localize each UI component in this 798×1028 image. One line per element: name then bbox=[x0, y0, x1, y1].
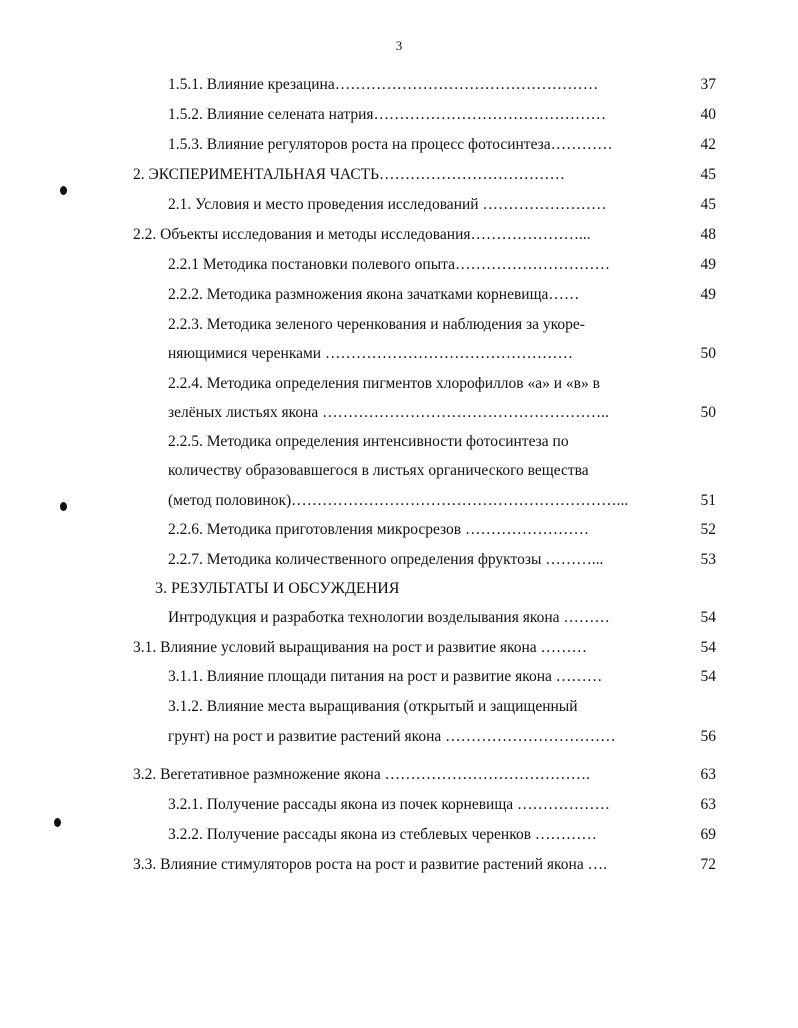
toc-entry-page: 50 bbox=[700, 404, 716, 421]
toc-entry-text: 3.3. Влияние стимуляторов роста на рост и развитие растений якона …. bbox=[133, 856, 607, 873]
toc-entry-text: 2.2.3. Методика зеленого черенкования и наблюдения за укоре- bbox=[168, 316, 585, 333]
toc-entry-page: 51 bbox=[700, 492, 716, 509]
toc-entry-text: (метод половинок)………………………………………………………... bbox=[168, 492, 629, 509]
toc-entry-text: 2.1. Условия и место проведения исследований …………………… bbox=[168, 196, 607, 213]
margin-bullet-mark bbox=[60, 186, 67, 195]
toc-entry-text: количеству образовавшегося в листьях органического вещества bbox=[168, 462, 589, 479]
page-number: 3 bbox=[395, 38, 403, 53]
toc-entry-page: 53 bbox=[700, 551, 716, 568]
toc-entry-text: 2.2.2. Методика размножения якона зачатками корневища…… bbox=[168, 286, 580, 303]
margin-bullet-mark bbox=[60, 502, 67, 511]
toc-entry-text: 3.1. Влияние условий выращивания на рост и развитие якона ……… bbox=[133, 639, 588, 656]
toc-entry-page: 63 bbox=[700, 766, 716, 783]
margin-bullet-mark bbox=[54, 818, 61, 827]
toc-section-heading: 3. РЕЗУЛЬТАТЫ И ОБСУЖДЕНИЯ bbox=[155, 580, 400, 597]
toc-entry-page: 49 bbox=[700, 256, 716, 273]
toc-entry-text: няющимися черенками ………………………………………… bbox=[168, 345, 573, 362]
toc-entry-page: 54 bbox=[700, 639, 716, 656]
toc-entry-text: 3.2.2. Получение рассады якона из стеблевых черенков ………… bbox=[168, 826, 597, 843]
toc-entry-page: 45 bbox=[700, 166, 716, 183]
toc-entry-text: 2.2.5. Методика определения интенсивности фотосинтеза по bbox=[168, 433, 569, 450]
toc-entry-page: 49 bbox=[700, 286, 716, 303]
toc-entry-text: 2.2.6. Методика приготовления микросрезов …………………… bbox=[168, 521, 590, 538]
toc-entry-page: 72 bbox=[700, 856, 716, 873]
toc-entry-text: 3.1.1. Влияние площади питания на рост и развитие якона ……… bbox=[168, 668, 603, 685]
toc-entry-page: 63 bbox=[700, 796, 716, 813]
toc-entry-text: грунт) на рост и развитие растений якона …………………………… bbox=[168, 728, 616, 745]
toc-entry-page: 45 bbox=[700, 196, 716, 213]
toc-entry-text: 2.2. Объекты исследования и методы исследования…………………... bbox=[133, 226, 591, 243]
toc-entry-page: 69 bbox=[700, 826, 716, 843]
toc-entry-text: 2.2.7. Методика количественного определения фруктозы ………... bbox=[168, 551, 604, 568]
toc-entry-text: 3.1.2. Влияние места выращивания (открытый и защищенный bbox=[168, 698, 578, 715]
toc-entry-page: 42 bbox=[700, 136, 716, 153]
toc-entry-page: 37 bbox=[700, 76, 716, 93]
toc-entry-text: Интродукция и разработка технологии возделывания якона ……… bbox=[168, 609, 610, 626]
toc-entry-page: 56 bbox=[700, 728, 716, 745]
toc-entry-text: 1.5.1. Влияние крезацина…………………………………………… bbox=[168, 76, 599, 93]
toc-entry-text: зелёных листьях якона ……………………………………………….. bbox=[168, 404, 609, 421]
toc-entry-text: 2. ЭКСПЕРИМЕНТАЛЬНАЯ ЧАСТЬ……………………………… bbox=[133, 166, 566, 183]
toc-entry-text: 3.2.1. Получение рассады якона из почек корневища ……………… bbox=[168, 796, 611, 813]
toc-entry-text: 2.2.4. Методика определения пигментов хлорофиллов «а» и «в» в bbox=[168, 375, 600, 392]
toc-entry-text: 1.5.2. Влияние селената натрия……………………………………… bbox=[168, 106, 607, 123]
toc-entry-page: 40 bbox=[700, 106, 716, 123]
toc-entry-page: 48 bbox=[700, 226, 716, 243]
toc-entry-text: 3.2. Вегетативное размножение якона …………………………………. bbox=[133, 766, 590, 783]
toc-entry-text: 2.2.1 Методика постановки полевого опыта………………………… bbox=[168, 256, 610, 273]
toc-entry-page: 54 bbox=[700, 668, 716, 685]
toc-entry-page: 50 bbox=[700, 345, 716, 362]
toc-entry-text: 1.5.3. Влияние регуляторов роста на процесс фотосинтеза………… bbox=[168, 136, 613, 153]
toc-entry-page: 54 bbox=[700, 609, 716, 626]
toc-entry-page: 52 bbox=[700, 521, 716, 538]
